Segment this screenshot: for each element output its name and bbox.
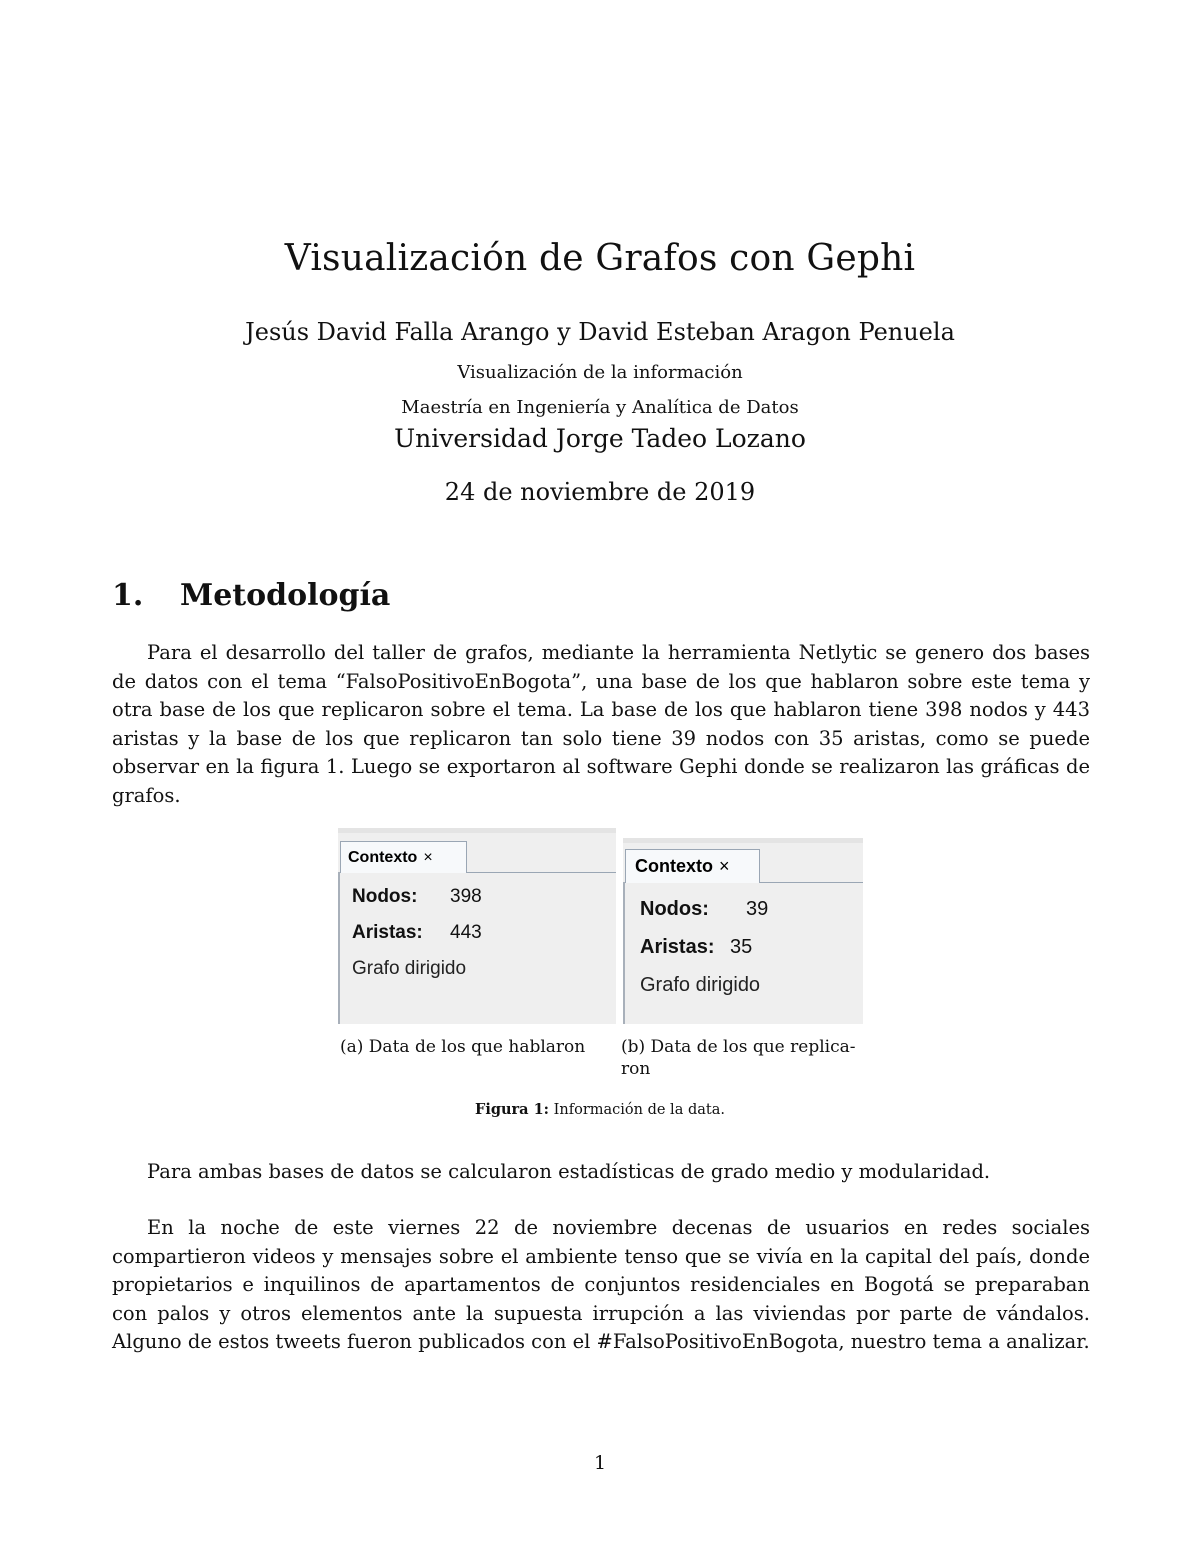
- edges-value: 35: [730, 936, 753, 958]
- panel-top-strip: [338, 828, 616, 833]
- context-tab-label: Contexto: [348, 849, 418, 866]
- program-name: Maestría en Ingeniería y Analítica de Datos: [401, 397, 799, 418]
- nodes-row: [352, 886, 482, 908]
- nodes-row: [640, 898, 768, 921]
- subcaption-a: (a) Data de los que hablaron: [340, 1037, 586, 1057]
- page-number: 1: [593, 1452, 607, 1474]
- section-heading: [112, 578, 390, 613]
- context-tab[interactable]: [340, 841, 467, 873]
- paragraph-text: Para el desarrollo del taller de grafos, mediante la herramienta Netlytic se genero dos bases de datos con el tema “FalsoPositivoEnBogota”, una base de los que hablaron sobre este tema y otra base de los que replicaron sobre el tema. La base de los que hablaron tiene 398 nodos y 443 aristas y la base de los que replicaron tan solo tiene 39 nodos con 35 aristas, como se puede observar en la figura 1. Luego se exportaron al software Gephi donde se realizaron las gráficas de grafos.: [112, 641, 1090, 807]
- panel-left-border: [338, 872, 340, 1024]
- context-tab[interactable]: [625, 849, 760, 883]
- edges-label: Aristas:: [352, 922, 423, 943]
- edges-label: Aristas:: [640, 936, 715, 958]
- edges-row: [352, 922, 482, 944]
- gephi-context-panel-b: [623, 838, 863, 1024]
- paper-date: 24 de noviembre de 2019: [444, 478, 756, 506]
- nodes-label: Nodos:: [352, 886, 418, 907]
- course-name: Visualización de la información: [457, 362, 743, 383]
- paper-title: Visualización de Grafos con Gephi: [284, 238, 916, 279]
- section-number: 1.: [112, 578, 144, 613]
- subcaption-b: (b) Data de los que replica-ron: [621, 1037, 856, 1079]
- graph-type: Grafo dirigido: [352, 958, 467, 979]
- paragraph-text: Para ambas bases de datos se calcularon estadísticas de grado medio y modularidad.: [147, 1160, 991, 1183]
- panel-left-border: [623, 882, 625, 1024]
- paragraph-statistics: [112, 1158, 1090, 1187]
- nodes-value: 398: [450, 886, 482, 907]
- paragraph-context: [112, 1214, 1090, 1357]
- edges-value: 443: [450, 922, 482, 943]
- nodes-value: 39: [746, 898, 769, 920]
- section-title: Metodología: [180, 578, 391, 613]
- figure-caption-text: Información de la data.: [553, 1102, 725, 1118]
- figure-caption: [0, 1101, 1200, 1118]
- gephi-context-panel-a: [338, 828, 616, 1024]
- nodes-label: Nodos:: [640, 898, 709, 920]
- edges-row: [640, 936, 752, 959]
- authors: Jesús David Falla Arango y David Esteban Aragon Penuela: [245, 318, 955, 346]
- close-icon[interactable]: ×: [423, 849, 433, 866]
- context-tab-label: Contexto: [635, 856, 713, 876]
- paragraph-methodology: [112, 639, 1090, 810]
- graph-type: Grafo dirigido: [640, 974, 761, 996]
- university-name: Universidad Jorge Tadeo Lozano: [394, 424, 806, 453]
- panel-top-strip: [623, 838, 863, 843]
- close-icon[interactable]: ×: [719, 856, 730, 876]
- figure-caption-label: Figura 1:: [475, 1101, 550, 1118]
- paragraph-text: En la noche de este viernes 22 de noviembre decenas de usuarios en redes sociales compartieron videos y mensajes sobre el ambiente tenso que se vivía en la capital del país, donde propietarios e inquilinos de apartamentos de conjuntos residenciales en Bogotá se preparaban con palos y otros elementos ante la supuesta irrupción a las viviendas por parte de vándalos. Alguno de estos tweets fueron publicados con el #FalsoPositivoEnBogota, nuestro tema a analizar.: [112, 1216, 1090, 1353]
